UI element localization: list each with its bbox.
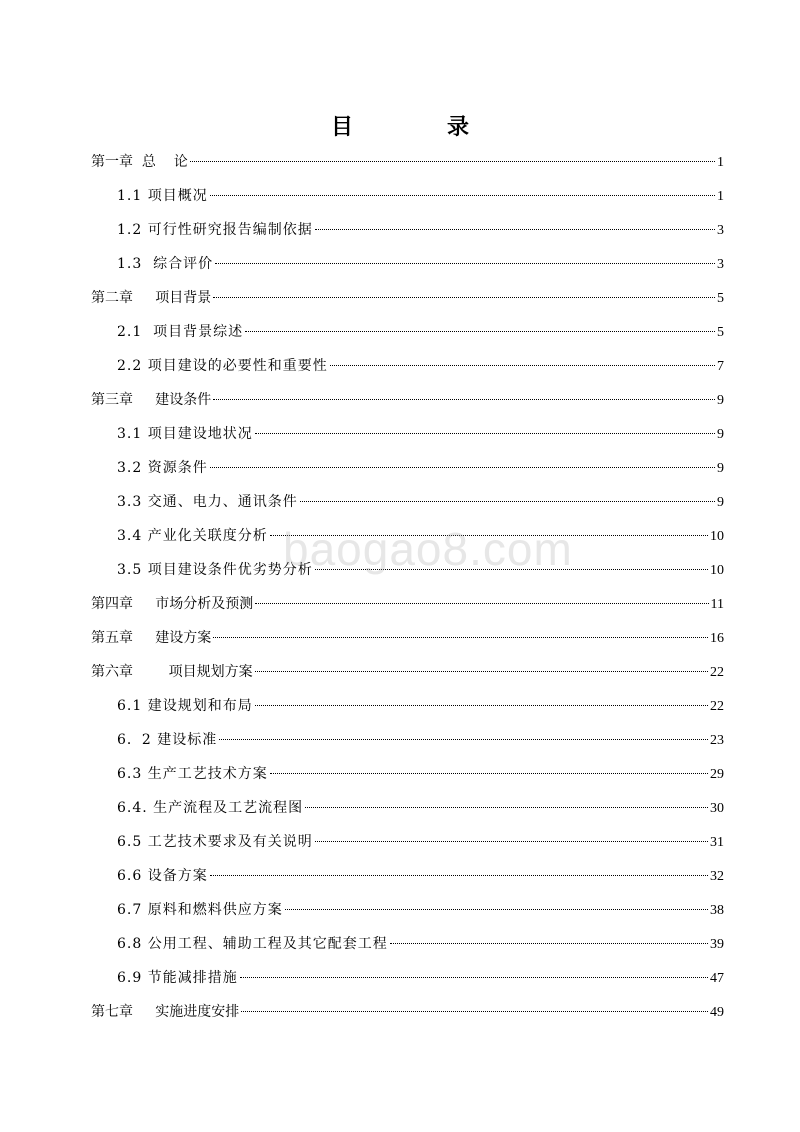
toc-section-entry[interactable] <box>91 249 724 283</box>
toc-entry-label: 3.1 项目建设地状况 <box>117 426 253 442</box>
toc-dot-leader <box>245 331 715 332</box>
toc-page-number: 1 <box>717 155 724 170</box>
toc-entry-label: 第七章 实施进度安排 <box>91 1004 240 1020</box>
toc-dot-leader <box>315 229 715 230</box>
toc-section-entry[interactable] <box>91 521 724 555</box>
toc-entry-label: 3.4 产业化关联度分析 <box>117 528 268 544</box>
toc-dot-leader <box>213 399 715 400</box>
toc-chapter-entry[interactable] <box>91 623 724 657</box>
toc-section-entry[interactable] <box>91 351 724 385</box>
toc-dot-leader <box>255 705 708 706</box>
toc-dot-leader <box>213 297 715 298</box>
toc-dot-leader <box>330 365 715 366</box>
toc-dot-leader <box>285 909 708 910</box>
toc-page-number: 5 <box>717 325 724 340</box>
toc-page-number: 1 <box>717 189 724 204</box>
toc-page-number: 3 <box>717 223 724 238</box>
toc-section-entry[interactable] <box>91 419 724 453</box>
toc-dot-leader <box>315 841 708 842</box>
toc-entry-label: 6.3 生产工艺技术方案 <box>117 766 268 782</box>
toc-chapter-entry[interactable] <box>91 147 724 181</box>
toc-page-number: 9 <box>717 495 724 510</box>
toc-entry-label: 3.3 交通、电力、通讯条件 <box>117 494 298 510</box>
toc-entry-label: 第二章 项目背景 <box>91 290 212 306</box>
toc-page-number: 30 <box>710 801 724 816</box>
toc-dot-leader <box>255 671 708 672</box>
toc-entry-label: 第四章 市场分析及预测 <box>91 596 254 612</box>
toc-entry-label: 3.5 项目建设条件优劣势分析 <box>117 562 313 578</box>
page-title: 目 录 <box>330 114 505 140</box>
toc-entry-label: 1.2 可行性研究报告编制依据 <box>117 222 313 238</box>
toc-dot-leader <box>213 637 708 638</box>
toc-dot-leader <box>210 195 715 196</box>
toc-entry-label: 6.5 工艺技术要求及有关说明 <box>117 834 313 850</box>
toc-section-entry[interactable] <box>91 317 724 351</box>
toc-entry-label: 6.6 设备方案 <box>117 868 208 884</box>
toc-section-entry[interactable] <box>91 215 724 249</box>
toc-page-number: 29 <box>710 767 724 782</box>
toc-dot-leader <box>315 569 708 570</box>
toc-entry-label: 2.1 项目背景综述 <box>117 324 244 340</box>
toc-entry-label: 6.8 公用工程、辅助工程及其它配套工程 <box>117 936 388 952</box>
toc-page-number: 16 <box>710 631 724 646</box>
toc-section-entry[interactable] <box>91 895 724 929</box>
toc-page-number: 10 <box>710 563 724 578</box>
toc-dot-leader <box>255 603 708 604</box>
toc-dot-leader <box>210 467 715 468</box>
toc-dot-leader <box>255 433 715 434</box>
toc-dot-leader <box>190 161 715 162</box>
toc-entry-label: 第六章 项目规划方案 <box>91 664 253 680</box>
toc-entry-label: 6.9 节能减排措施 <box>117 970 238 986</box>
toc-chapter-entry[interactable] <box>91 589 724 623</box>
toc-page-number: 9 <box>717 461 724 476</box>
toc-dot-leader <box>215 263 715 264</box>
toc-section-entry[interactable] <box>91 963 724 997</box>
toc-chapter-entry[interactable] <box>91 657 724 691</box>
toc-dot-leader <box>210 875 708 876</box>
toc-entry-label: 1.1 项目概况 <box>117 188 208 204</box>
toc-section-entry[interactable] <box>91 555 724 589</box>
toc-page-number: 22 <box>710 665 724 680</box>
toc-section-entry[interactable] <box>91 827 724 861</box>
toc-section-entry[interactable] <box>91 181 724 215</box>
toc-entry-label: 第一章 总 论 <box>91 154 188 170</box>
toc-page-number: 38 <box>710 903 724 918</box>
toc-entry-label: 3.2 资源条件 <box>117 460 208 476</box>
toc-section-entry[interactable] <box>91 929 724 963</box>
toc-entry-label: 1.3 综合评价 <box>117 256 214 272</box>
toc-section-entry[interactable] <box>91 725 724 759</box>
toc-page-number: 49 <box>710 1005 724 1020</box>
table-of-contents <box>91 147 724 1031</box>
toc-dot-leader <box>305 807 708 808</box>
toc-entry-label: 6.4. 生产流程及工艺流程图 <box>117 800 304 816</box>
toc-page-number: 47 <box>710 971 724 986</box>
toc-section-entry[interactable] <box>91 691 724 725</box>
toc-page-number: 3 <box>717 257 724 272</box>
toc-entry-label: 6.7 原料和燃料供应方案 <box>117 902 283 918</box>
toc-section-entry[interactable] <box>91 861 724 895</box>
toc-dot-leader <box>300 501 715 502</box>
toc-dot-leader <box>270 773 708 774</box>
toc-page-number: 39 <box>710 937 724 952</box>
toc-entry-label: 第五章 建设方案 <box>91 630 212 646</box>
toc-page-number: 9 <box>717 427 724 442</box>
watermark: baogao8.com <box>283 523 573 575</box>
toc-page-number: 31 <box>710 835 724 850</box>
toc-page-number: 32 <box>710 869 724 884</box>
toc-section-entry[interactable] <box>91 453 724 487</box>
toc-section-entry[interactable] <box>91 487 724 521</box>
toc-dot-leader <box>390 943 708 944</box>
toc-chapter-entry[interactable] <box>91 997 724 1031</box>
toc-page-number: 22 <box>710 699 724 714</box>
toc-entry-label: 2.2 项目建设的必要性和重要性 <box>117 358 328 374</box>
toc-dot-leader <box>270 535 708 536</box>
toc-page-number: 10 <box>710 529 724 544</box>
toc-entry-label: 第三章 建设条件 <box>91 392 212 408</box>
toc-chapter-entry[interactable] <box>91 283 724 317</box>
toc-dot-leader <box>241 1011 708 1012</box>
toc-page-number: 7 <box>717 359 724 374</box>
toc-page-number: 9 <box>717 393 724 408</box>
toc-section-entry[interactable] <box>91 759 724 793</box>
toc-entry-label: 6.1 建设规划和布局 <box>117 698 253 714</box>
toc-dot-leader <box>219 739 708 740</box>
toc-page-number: 23 <box>710 733 724 748</box>
toc-dot-leader <box>240 977 708 978</box>
toc-page-number: 11 <box>710 597 724 612</box>
toc-entry-label: 6．2 建设标准 <box>117 732 218 748</box>
toc-page-number: 5 <box>717 291 724 306</box>
toc-section-entry[interactable] <box>91 793 724 827</box>
toc-chapter-entry[interactable] <box>91 385 724 419</box>
